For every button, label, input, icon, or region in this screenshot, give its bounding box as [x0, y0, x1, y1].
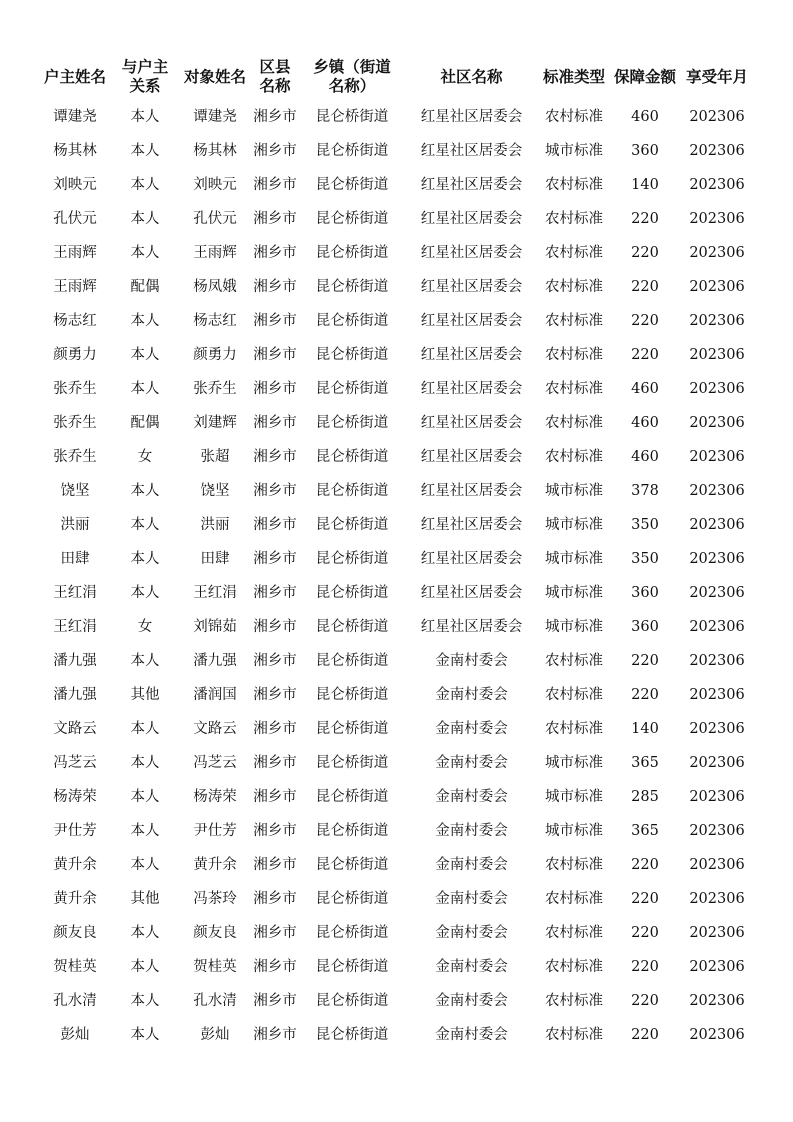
- cell-relation: 本人: [130, 993, 160, 1009]
- cell-relation: 本人: [130, 959, 160, 975]
- table-row: [40, 780, 753, 814]
- table-row: [40, 134, 753, 168]
- header-amount: 保障金额: [613, 67, 676, 86]
- cell-household-head: 刘映元: [53, 177, 97, 193]
- cell-community: 红星社区居委会: [420, 143, 523, 159]
- cell-amount: 220: [631, 211, 659, 227]
- cell-household-head: 杨志红: [53, 313, 97, 329]
- cell-county: 湘乡市: [253, 1027, 297, 1043]
- cell-county: 湘乡市: [253, 245, 297, 261]
- cell-relation: 本人: [130, 1027, 160, 1043]
- cell-relation: 本人: [130, 347, 160, 363]
- cell-household-head: 谭建尧: [53, 109, 97, 125]
- cell-relation: 其他: [130, 891, 160, 907]
- cell-relation: 本人: [130, 653, 160, 669]
- table-row: [40, 746, 753, 780]
- cell-household-head: 黄升余: [53, 891, 97, 907]
- cell-town: 昆仑桥街道: [315, 381, 389, 397]
- cell-household-head: 张乔生: [53, 449, 97, 465]
- cell-community: 金南村委会: [435, 687, 508, 703]
- header-household-head: 户主姓名: [43, 67, 106, 86]
- cell-month: 202306: [689, 449, 745, 465]
- cell-county: 湘乡市: [253, 313, 297, 329]
- cell-household-head: 洪丽: [60, 517, 90, 533]
- cell-month: 202306: [689, 245, 745, 261]
- cell-month: 202306: [689, 1027, 745, 1043]
- table-row: [40, 950, 753, 984]
- header-month: 享受年月: [685, 67, 748, 86]
- cell-beneficiary-name: 谭建尧: [193, 109, 237, 125]
- cell-amount: 220: [631, 653, 659, 669]
- cell-household-head: 王红涓: [53, 619, 97, 635]
- header-relation: 与户主 关系: [121, 58, 169, 95]
- cell-community: 金南村委会: [435, 925, 508, 941]
- cell-relation: 本人: [130, 483, 160, 499]
- cell-month: 202306: [689, 313, 745, 329]
- cell-standard-type: 农村标准: [545, 449, 603, 465]
- cell-month: 202306: [689, 721, 745, 737]
- cell-relation: 本人: [130, 585, 160, 601]
- cell-household-head: 颜勇力: [53, 347, 97, 363]
- cell-beneficiary-name: 文路云: [193, 721, 237, 737]
- cell-county: 湘乡市: [253, 177, 297, 193]
- cell-standard-type: 城市标准: [545, 789, 603, 805]
- table-row: [40, 440, 753, 474]
- cell-town: 昆仑桥街道: [315, 177, 389, 193]
- cell-community: 红星社区居委会: [420, 347, 523, 363]
- cell-household-head: 张乔生: [53, 381, 97, 397]
- cell-community: 红星社区居委会: [420, 483, 523, 499]
- cell-beneficiary-name: 贺桂英: [193, 959, 237, 975]
- cell-county: 湘乡市: [253, 551, 297, 567]
- cell-community: 红星社区居委会: [420, 517, 523, 533]
- cell-amount: 220: [631, 857, 659, 873]
- cell-community: 红星社区居委会: [420, 619, 523, 635]
- cell-standard-type: 农村标准: [545, 211, 603, 227]
- cell-relation: 配偶: [130, 279, 160, 295]
- cell-community: 金南村委会: [435, 891, 508, 907]
- cell-household-head: 杨涛荣: [53, 789, 97, 805]
- cell-month: 202306: [689, 483, 745, 499]
- cell-community: 金南村委会: [435, 653, 508, 669]
- cell-standard-type: 农村标准: [545, 653, 603, 669]
- cell-town: 昆仑桥街道: [315, 245, 389, 261]
- cell-month: 202306: [689, 619, 745, 635]
- table-row: [40, 678, 753, 712]
- cell-standard-type: 城市标准: [545, 585, 603, 601]
- cell-beneficiary-name: 饶坚: [200, 483, 230, 499]
- cell-town: 昆仑桥街道: [315, 653, 389, 669]
- cell-relation: 本人: [130, 381, 160, 397]
- cell-amount: 350: [631, 517, 659, 533]
- cell-community: 红星社区居委会: [420, 211, 523, 227]
- cell-town: 昆仑桥街道: [315, 755, 389, 771]
- cell-household-head: 王红涓: [53, 585, 97, 601]
- cell-community: 红星社区居委会: [420, 381, 523, 397]
- cell-county: 湘乡市: [253, 449, 297, 465]
- cell-town: 昆仑桥街道: [315, 619, 389, 635]
- cell-household-head: 王雨辉: [53, 279, 97, 295]
- cell-amount: 220: [631, 687, 659, 703]
- cell-standard-type: 农村标准: [545, 313, 603, 329]
- cell-county: 湘乡市: [253, 755, 297, 771]
- header-beneficiary-name: 对象姓名: [183, 67, 246, 86]
- table-row: [40, 1018, 753, 1052]
- cell-household-head: 贺桂英: [53, 959, 97, 975]
- cell-amount: 220: [631, 891, 659, 907]
- cell-month: 202306: [689, 517, 745, 533]
- cell-county: 湘乡市: [253, 483, 297, 499]
- table-row: [40, 576, 753, 610]
- cell-standard-type: 农村标准: [545, 721, 603, 737]
- cell-month: 202306: [689, 585, 745, 601]
- cell-beneficiary-name: 王雨辉: [193, 245, 237, 261]
- cell-community: 红星社区居委会: [420, 109, 523, 125]
- cell-county: 湘乡市: [253, 143, 297, 159]
- cell-county: 湘乡市: [253, 721, 297, 737]
- cell-amount: 360: [631, 143, 659, 159]
- cell-county: 湘乡市: [253, 381, 297, 397]
- cell-beneficiary-name: 田肆: [200, 551, 230, 567]
- cell-town: 昆仑桥街道: [315, 449, 389, 465]
- cell-beneficiary-name: 黄升余: [193, 857, 237, 873]
- cell-standard-type: 农村标准: [545, 857, 603, 873]
- cell-town: 昆仑桥街道: [315, 721, 389, 737]
- cell-town: 昆仑桥街道: [315, 585, 389, 601]
- cell-county: 湘乡市: [253, 619, 297, 635]
- table-row: [40, 372, 753, 406]
- cell-month: 202306: [689, 925, 745, 941]
- cell-relation: 本人: [130, 857, 160, 873]
- table-row: [40, 814, 753, 848]
- cell-county: 湘乡市: [253, 211, 297, 227]
- cell-town: 昆仑桥街道: [315, 959, 389, 975]
- cell-standard-type: 城市标准: [545, 517, 603, 533]
- cell-county: 湘乡市: [253, 653, 297, 669]
- cell-household-head: 饶坚: [60, 483, 90, 499]
- cell-community: 红星社区居委会: [420, 449, 523, 465]
- cell-household-head: 颜友良: [53, 925, 97, 941]
- cell-amount: 460: [631, 449, 659, 465]
- table-row: [40, 542, 753, 576]
- cell-standard-type: 农村标准: [545, 925, 603, 941]
- cell-relation: 本人: [130, 755, 160, 771]
- cell-county: 湘乡市: [253, 415, 297, 431]
- cell-month: 202306: [689, 109, 745, 125]
- cell-town: 昆仑桥街道: [315, 279, 389, 295]
- cell-county: 湘乡市: [253, 789, 297, 805]
- table-row: [40, 610, 753, 644]
- cell-community: 红星社区居委会: [420, 177, 523, 193]
- cell-household-head: 冯芝云: [53, 755, 97, 771]
- cell-beneficiary-name: 冯茶玲: [193, 891, 237, 907]
- table-row: [40, 338, 753, 372]
- cell-amount: 220: [631, 1027, 659, 1043]
- cell-beneficiary-name: 刘锦茹: [193, 619, 237, 635]
- cell-household-head: 潘九强: [53, 687, 97, 703]
- cell-amount: 220: [631, 925, 659, 941]
- cell-standard-type: 城市标准: [545, 619, 603, 635]
- cell-relation: 本人: [130, 177, 160, 193]
- cell-month: 202306: [689, 347, 745, 363]
- header-row: [40, 56, 753, 98]
- cell-beneficiary-name: 冯芝云: [193, 755, 237, 771]
- cell-month: 202306: [689, 211, 745, 227]
- cell-county: 湘乡市: [253, 823, 297, 839]
- cell-amount: 460: [631, 415, 659, 431]
- cell-month: 202306: [689, 279, 745, 295]
- cell-standard-type: 城市标准: [545, 143, 603, 159]
- cell-town: 昆仑桥街道: [315, 143, 389, 159]
- cell-household-head: 彭灿: [60, 1027, 90, 1043]
- cell-relation: 本人: [130, 721, 160, 737]
- cell-relation: 女: [137, 619, 153, 635]
- cell-town: 昆仑桥街道: [315, 993, 389, 1009]
- cell-county: 湘乡市: [253, 993, 297, 1009]
- table-row: [40, 304, 753, 338]
- cell-beneficiary-name: 杨涛荣: [193, 789, 237, 805]
- cell-town: 昆仑桥街道: [315, 211, 389, 227]
- cell-town: 昆仑桥街道: [315, 891, 389, 907]
- cell-relation: 本人: [130, 211, 160, 227]
- table-row: [40, 406, 753, 440]
- cell-beneficiary-name: 杨凤娥: [193, 279, 237, 295]
- cell-town: 昆仑桥街道: [315, 551, 389, 567]
- cell-amount: 378: [631, 483, 659, 499]
- cell-county: 湘乡市: [253, 857, 297, 873]
- cell-month: 202306: [689, 143, 745, 159]
- cell-standard-type: 农村标准: [545, 891, 603, 907]
- cell-month: 202306: [689, 551, 745, 567]
- cell-amount: 360: [631, 585, 659, 601]
- cell-standard-type: 农村标准: [545, 279, 603, 295]
- cell-town: 昆仑桥街道: [315, 415, 389, 431]
- header-town: 乡镇（街道 名称）: [313, 58, 391, 95]
- table-row: [40, 474, 753, 508]
- cell-beneficiary-name: 杨其林: [193, 143, 237, 159]
- cell-standard-type: 城市标准: [545, 823, 603, 839]
- cell-household-head: 孔水清: [53, 993, 97, 1009]
- table-row: [40, 712, 753, 746]
- cell-county: 湘乡市: [253, 687, 297, 703]
- cell-relation: 本人: [130, 789, 160, 805]
- cell-town: 昆仑桥街道: [315, 483, 389, 499]
- cell-town: 昆仑桥街道: [315, 517, 389, 533]
- cell-beneficiary-name: 孔伏元: [193, 211, 237, 227]
- cell-amount: 285: [631, 789, 659, 805]
- cell-county: 湘乡市: [253, 925, 297, 941]
- cell-town: 昆仑桥街道: [315, 313, 389, 329]
- cell-community: 金南村委会: [435, 755, 508, 771]
- cell-relation: 本人: [130, 925, 160, 941]
- table-row: [40, 202, 753, 236]
- cell-amount: 365: [631, 823, 659, 839]
- cell-month: 202306: [689, 959, 745, 975]
- cell-amount: 360: [631, 619, 659, 635]
- cell-amount: 220: [631, 959, 659, 975]
- cell-month: 202306: [689, 857, 745, 873]
- cell-standard-type: 农村标准: [545, 177, 603, 193]
- cell-town: 昆仑桥街道: [315, 925, 389, 941]
- header-community: 社区名称: [440, 67, 503, 86]
- cell-relation: 女: [137, 449, 153, 465]
- cell-standard-type: 农村标准: [545, 687, 603, 703]
- cell-month: 202306: [689, 687, 745, 703]
- cell-amount: 220: [631, 245, 659, 261]
- cell-amount: 220: [631, 313, 659, 329]
- cell-standard-type: 农村标准: [545, 245, 603, 261]
- table-row: [40, 270, 753, 304]
- cell-community: 金南村委会: [435, 789, 508, 805]
- cell-county: 湘乡市: [253, 109, 297, 125]
- cell-community: 红星社区居委会: [420, 551, 523, 567]
- cell-relation: 本人: [130, 245, 160, 261]
- table-row: [40, 882, 753, 916]
- cell-amount: 460: [631, 109, 659, 125]
- cell-standard-type: 农村标准: [545, 993, 603, 1009]
- cell-county: 湘乡市: [253, 959, 297, 975]
- cell-community: 金南村委会: [435, 1027, 508, 1043]
- document-page: [40, 56, 753, 1052]
- cell-month: 202306: [689, 891, 745, 907]
- cell-community: 红星社区居委会: [420, 279, 523, 295]
- cell-town: 昆仑桥街道: [315, 857, 389, 873]
- cell-community: 金南村委会: [435, 823, 508, 839]
- cell-county: 湘乡市: [253, 585, 297, 601]
- cell-amount: 460: [631, 381, 659, 397]
- cell-beneficiary-name: 尹仕芳: [193, 823, 237, 839]
- cell-community: 金南村委会: [435, 857, 508, 873]
- table-row: [40, 848, 753, 882]
- cell-household-head: 田肆: [60, 551, 90, 567]
- cell-county: 湘乡市: [253, 891, 297, 907]
- cell-relation: 其他: [130, 687, 160, 703]
- table-row: [40, 916, 753, 950]
- cell-beneficiary-name: 彭灿: [200, 1027, 230, 1043]
- cell-beneficiary-name: 潘润国: [193, 687, 237, 703]
- cell-beneficiary-name: 颜友良: [193, 925, 237, 941]
- cell-month: 202306: [689, 823, 745, 839]
- cell-community: 红星社区居委会: [420, 415, 523, 431]
- cell-beneficiary-name: 潘九强: [193, 653, 237, 669]
- cell-amount: 220: [631, 279, 659, 295]
- cell-relation: 本人: [130, 109, 160, 125]
- cell-town: 昆仑桥街道: [315, 687, 389, 703]
- cell-amount: 220: [631, 993, 659, 1009]
- cell-relation: 本人: [130, 313, 160, 329]
- cell-standard-type: 农村标准: [545, 347, 603, 363]
- header-county: 区县 名称: [259, 58, 291, 95]
- cell-month: 202306: [689, 789, 745, 805]
- cell-beneficiary-name: 颜勇力: [193, 347, 237, 363]
- cell-beneficiary-name: 洪丽: [200, 517, 230, 533]
- table-row: [40, 644, 753, 678]
- cell-relation: 本人: [130, 143, 160, 159]
- cell-amount: 350: [631, 551, 659, 567]
- cell-community: 红星社区居委会: [420, 585, 523, 601]
- table-row: [40, 98, 753, 134]
- cell-beneficiary-name: 王红涓: [193, 585, 237, 601]
- table-row: [40, 508, 753, 542]
- cell-household-head: 杨其林: [53, 143, 97, 159]
- cell-household-head: 尹仕芳: [53, 823, 97, 839]
- cell-standard-type: 农村标准: [545, 1027, 603, 1043]
- cell-relation: 本人: [130, 823, 160, 839]
- cell-household-head: 潘九强: [53, 653, 97, 669]
- cell-standard-type: 城市标准: [545, 551, 603, 567]
- cell-standard-type: 城市标准: [545, 755, 603, 771]
- cell-standard-type: 农村标准: [545, 415, 603, 431]
- cell-standard-type: 城市标准: [545, 483, 603, 499]
- table-body: [40, 98, 753, 1052]
- cell-community: 金南村委会: [435, 959, 508, 975]
- cell-household-head: 王雨辉: [53, 245, 97, 261]
- cell-beneficiary-name: 刘映元: [193, 177, 237, 193]
- cell-community: 红星社区居委会: [420, 245, 523, 261]
- cell-community: 金南村委会: [435, 721, 508, 737]
- cell-standard-type: 农村标准: [545, 959, 603, 975]
- cell-household-head: 张乔生: [53, 415, 97, 431]
- cell-beneficiary-name: 张超: [200, 449, 230, 465]
- cell-town: 昆仑桥街道: [315, 823, 389, 839]
- cell-month: 202306: [689, 415, 745, 431]
- cell-relation: 本人: [130, 551, 160, 567]
- cell-month: 202306: [689, 755, 745, 771]
- header-standard-type: 标准类型: [542, 67, 605, 86]
- cell-month: 202306: [689, 993, 745, 1009]
- cell-county: 湘乡市: [253, 517, 297, 533]
- table-row: [40, 236, 753, 270]
- cell-town: 昆仑桥街道: [315, 789, 389, 805]
- cell-county: 湘乡市: [253, 279, 297, 295]
- cell-household-head: 黄升余: [53, 857, 97, 873]
- cell-amount: 140: [631, 721, 659, 737]
- cell-month: 202306: [689, 381, 745, 397]
- cell-amount: 140: [631, 177, 659, 193]
- table-row: [40, 984, 753, 1018]
- cell-community: 红星社区居委会: [420, 313, 523, 329]
- cell-community: 金南村委会: [435, 993, 508, 1009]
- cell-relation: 配偶: [130, 415, 160, 431]
- cell-amount: 220: [631, 347, 659, 363]
- cell-beneficiary-name: 张乔生: [193, 381, 237, 397]
- assistance-table: [40, 56, 753, 1052]
- cell-month: 202306: [689, 653, 745, 669]
- cell-standard-type: 农村标准: [545, 109, 603, 125]
- cell-household-head: 文路云: [53, 721, 97, 737]
- cell-beneficiary-name: 孔水清: [193, 993, 237, 1009]
- cell-beneficiary-name: 刘建辉: [193, 415, 237, 431]
- table-row: [40, 168, 753, 202]
- cell-town: 昆仑桥街道: [315, 1027, 389, 1043]
- cell-month: 202306: [689, 177, 745, 193]
- cell-town: 昆仑桥街道: [315, 109, 389, 125]
- cell-beneficiary-name: 杨志红: [193, 313, 237, 329]
- cell-relation: 本人: [130, 517, 160, 533]
- cell-standard-type: 农村标准: [545, 381, 603, 397]
- cell-town: 昆仑桥街道: [315, 347, 389, 363]
- cell-county: 湘乡市: [253, 347, 297, 363]
- cell-amount: 365: [631, 755, 659, 771]
- cell-household-head: 孔伏元: [53, 211, 97, 227]
